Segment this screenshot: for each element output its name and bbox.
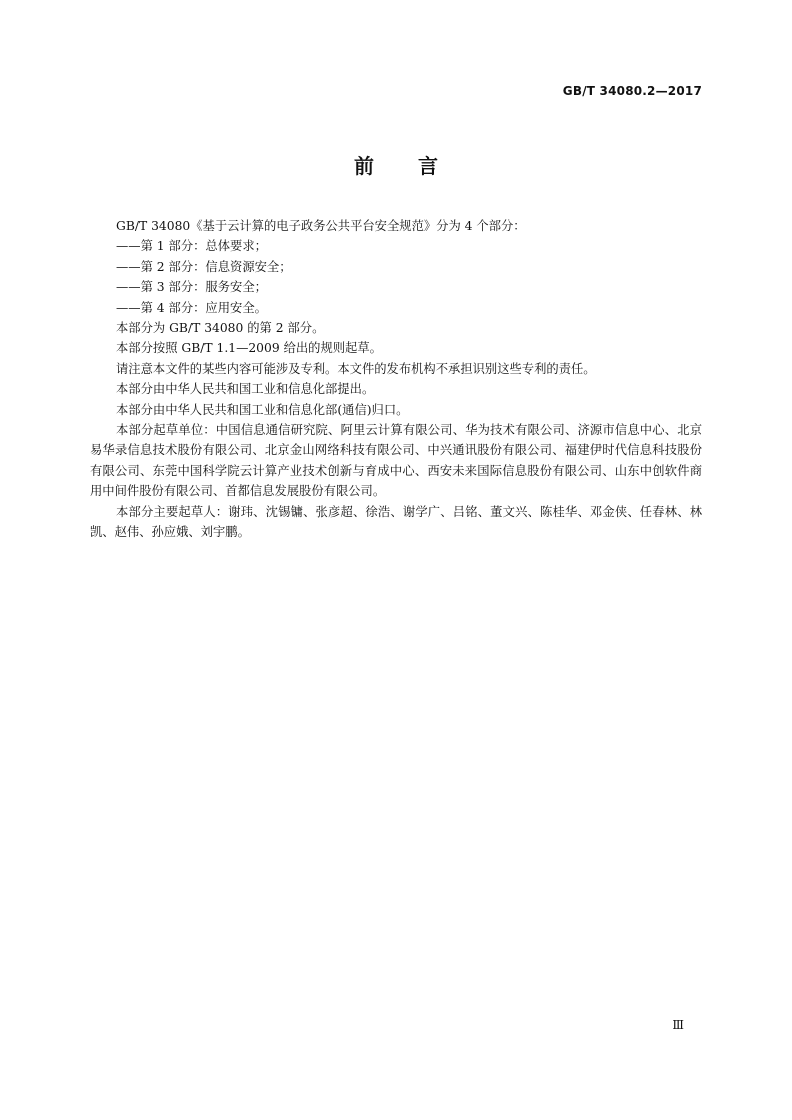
paragraph-drafting-rules: 本部分按照 GB/T 1.1—2009 给出的规则起草。 — [116, 341, 382, 356]
document-body — [90, 216, 702, 543]
list-item-part-2: ——第 2 部分：信息资源安全； — [116, 259, 292, 274]
paragraph-drafters: 本部分主要起草人：谢玮、沈锡镛、张彦超、徐浩、谢学广、吕铭、董文兴、陈桂华、邓金侠、任春林、林凯、赵伟、孙应娥、刘宇鹏。 — [90, 504, 702, 540]
list-item-part-1: ——第 1 部分：总体要求； — [116, 239, 267, 254]
paragraph-drafting-units: 本部分起草单位：中国信息通信研究院、阿里云计算有限公司、华为技术有限公司、济源市信息中心、北京易华录信息技术股份有限公司、北京金山网络科技有限公司、中兴通讯股份有限公司、福建伊时代信息科技股份有限公司、东莞中国科学院云计算产业技术创新与育成中心、西安未来国际信息股份有限公司、山东中创软件商用中间件股份有限公司、首都信息发展股份有限公司。 — [90, 423, 702, 499]
paragraph-intro: GB/T 34080《基于云计算的电子政务公共平台安全规范》分为 4 个部分： — [116, 219, 526, 233]
page-title: 前言 — [354, 154, 482, 178]
paragraph-proposed-by: 本部分由中华人民共和国工业和信息化部提出。 — [116, 382, 375, 397]
paragraph-centralized-by: 本部分由中华人民共和国工业和信息化部(通信)归口。 — [116, 402, 409, 417]
list-item-part-3: ——第 3 部分：服务安全； — [116, 280, 267, 295]
standard-number: GB/T 34080.2—2017 — [562, 84, 702, 98]
list-item-part-4: ——第 4 部分：应用安全。 — [116, 300, 267, 315]
paragraph-part-statement: 本部分为 GB/T 34080 的第 2 部分。 — [116, 321, 325, 336]
page-number: Ⅲ — [672, 1018, 684, 1032]
paragraph-patent-notice: 请注意本文件的某些内容可能涉及专利。本文件的发布机构不承担识别这些专利的责任。 — [116, 361, 596, 376]
